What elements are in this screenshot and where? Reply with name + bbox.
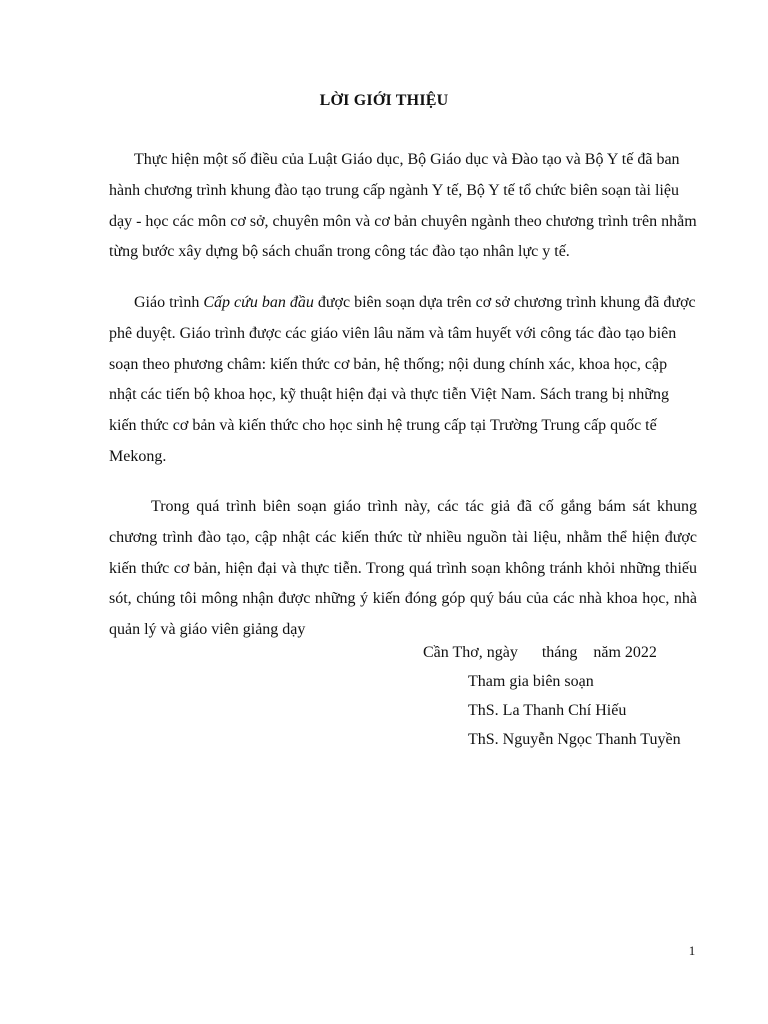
intro-paragraph-1: Thực hiện một số điều của Luật Giáo dục, Bộ Giáo dục và Đào tạo và Bộ Y tế đã ban hành chương trình khung đào tạo trung cấp ngành Y tế, Bộ Y tế tổ chức biên soạn tài liệu dạy - học các môn cơ sở, chuyên môn và cơ bản chuyên ngành theo chương trình trên nhằm từng bước xây dựng bộ sách chuẩn trong công tác đào tạo nhân lực y tế. [109, 151, 697, 261]
intro-paragraph-2 [109, 288, 697, 473]
book-title: Cấp cứu ban đầu [203, 294, 314, 311]
page-title: LỜI GIỚI THIỆU [319, 92, 449, 109]
signature-place-date: Cần Thơ, ngày tháng năm 2022 [423, 644, 657, 661]
signature-role: Tham gia biên soạn [468, 673, 594, 690]
page-number: 1 [688, 943, 696, 958]
signature-author-1: ThS. La Thanh Chí Hiếu [468, 702, 627, 719]
paragraph-2-body: được biên soạn dựa trên cơ sở chương trình khung đã được phê duyệt. Giáo trình được các giáo viên lâu năm và tâm huyết với công tác đào tạo biên soạn theo phương châm: kiến thức cơ bản, hệ thống; nội dung chính xác, khoa học, cập nhật các tiến bộ khoa học, kỹ thuật hiện đại và thực tiễn Việt Nam. Sách trang bị những kiến thức cơ bản và kiến thức cho học sinh hệ trung cấp tại Trường Trung cấp quốc tế Mekong. [109, 294, 696, 465]
intro-paragraph-3: Trong quá trình biên soạn giáo trình này, các tác giả đã cố gắng bám sát khung chương trình đào tạo, cập nhật các kiến thức từ nhiều nguồn tài liệu, nhằm thể hiện được kiến thức cơ bản, hiện đại và thực tiễn. Trong quá trình soạn không tránh khỏi những thiếu sót, chúng tôi mông nhận được những ý kiến đóng góp quý báu của các nhà khoa học, nhà quản lý và giáo viên giảng dạy [109, 498, 697, 639]
signature-author-2: ThS. Nguyễn Ngọc Thanh Tuyền [468, 731, 681, 748]
paragraph-2-lead: Giáo trình [134, 294, 204, 311]
